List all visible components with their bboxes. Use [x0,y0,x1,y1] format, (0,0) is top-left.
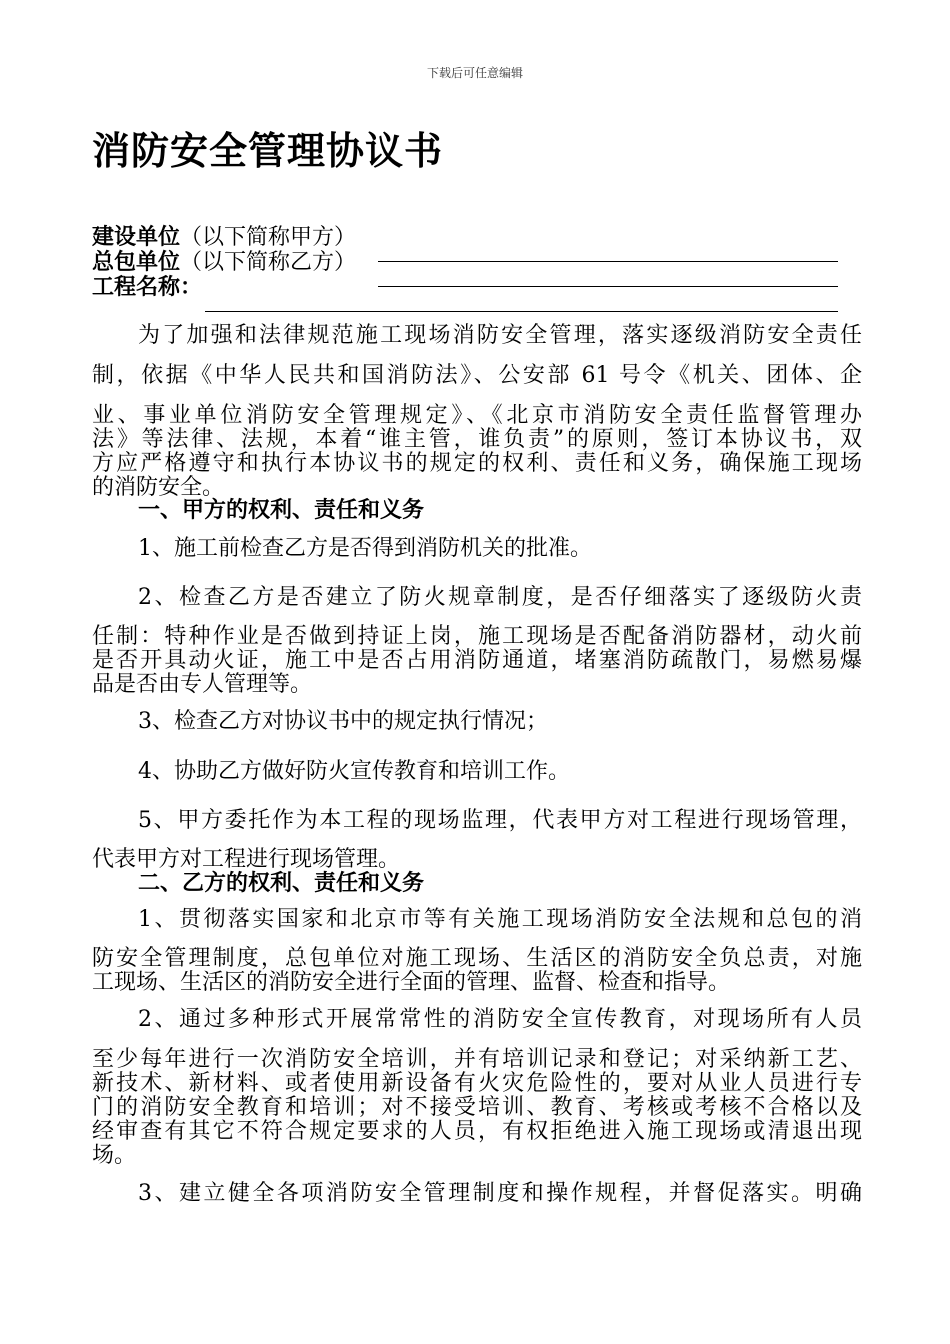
party-a-line [92,226,356,250]
text-line: 经审查有其它不符合规定要求的人员，有权拒绝进入施工现场或清退出现 [92,1119,862,1144]
party-b-item-1 [92,908,862,995]
header-note: 下载后可任意编辑 [426,66,523,80]
text-line: 任制：特种作业是否做到持证上岗，施工现场是否配备消防器材，动火前 [92,624,862,649]
party-a-item-4 [92,760,862,784]
text-line: 3、检查乙方对协议书中的规定执行情况； [138,709,548,734]
text-line: 3、建立健全各项消防安全管理制度和操作规程，并督促落实。明确 [138,1181,862,1206]
text-line: 至少每年进行一次消防安全培训，并有培训记录和登记；对采纳新工艺、 [92,1047,862,1072]
party-b-note: （以下简称乙方） [180,250,357,275]
text-line: 制，依据《中华人民共和国消防法》、公安部 61 号令《机关、团体、企 [92,363,862,388]
text-line: 的消防安全。 [92,475,225,500]
text-line: 2、通过多种形式开展常常性的消防安全宣传教育，对现场所有人员 [138,1007,862,1032]
project-blank-line [378,286,838,287]
document-title: 消防安全管理协议书 [92,129,444,173]
party-b-item-3 [92,1182,862,1206]
text-line: 为了加强和法律规范施工现场消防安全管理，落实逐级消防安全责任 [138,323,862,348]
party-b-blank-line [378,261,838,262]
text-line: 是否开具动火证，施工中是否占用消防通道，堵塞消防疏散门，易燃易爆 [92,648,862,673]
party-a-item-1 [92,537,862,561]
party-a-item-3 [92,710,862,734]
project-label: 工程名称： [92,275,203,300]
party-a-note: （以下简称甲方） [180,225,357,250]
party-b-item-2 [92,1008,862,1168]
text-line: 5、甲方委托作为本工程的现场监理，代表甲方对工程进行现场管理， [138,808,862,833]
party-b-line [92,251,356,275]
project-blank-line-2 [205,311,838,312]
text-line: 方应严格遵守和执行本协议书的规定的权利、责任和义务，确保施工现场 [92,451,862,476]
text-line: 门的消防安全教育和培训；对不接受培训、教育、考核或考核不合格以及 [92,1095,862,1120]
text-line: 代表甲方对工程进行现场管理。 [92,847,401,872]
party-a-item-2 [92,586,862,697]
party-b-label: 总包单位 [92,250,181,275]
text-line: 4、协助乙方做好防火宣传教育和培训工作。 [138,759,570,784]
text-line: 新技术、新材料、或者使用新设备有火灾危险性的，要对从业人员进行专 [92,1071,862,1096]
text-line: 工现场、生活区的消防安全进行全面的管理、监督、检查和指导。 [92,970,731,995]
text-line: 防安全管理制度，总包单位对施工现场、生活区的消防安全负总责，对施 [92,946,862,971]
text-line: 品是否由专人管理等。 [92,672,313,697]
text-line: 场。 [92,1143,137,1168]
text-line: 法》等法律、法规，本着“谁主管，谁负责”的原则，签订本协议书，双 [92,427,862,452]
intro-paragraph [92,324,862,500]
text-line: 2、检查乙方是否建立了防火规章制度，是否仔细落实了逐级防火责 [138,585,862,610]
party-a-item-5 [92,809,862,872]
project-line [92,276,202,300]
section-heading-party-a: 一、甲方的权利、责任和义务 [138,498,425,523]
text-line: 业、事业单位消防安全管理规定》、《北京市消防安全责任监督管理办 [92,403,862,428]
section-heading-party-b: 二、乙方的权利、责任和义务 [138,871,425,896]
party-a-label: 建设单位 [92,225,181,250]
text-line: 1、施工前检查乙方是否得到消防机关的批准。 [138,536,592,561]
text-line: 1、贯彻落实国家和北京市等有关施工现场消防安全法规和总包的消 [138,907,862,932]
